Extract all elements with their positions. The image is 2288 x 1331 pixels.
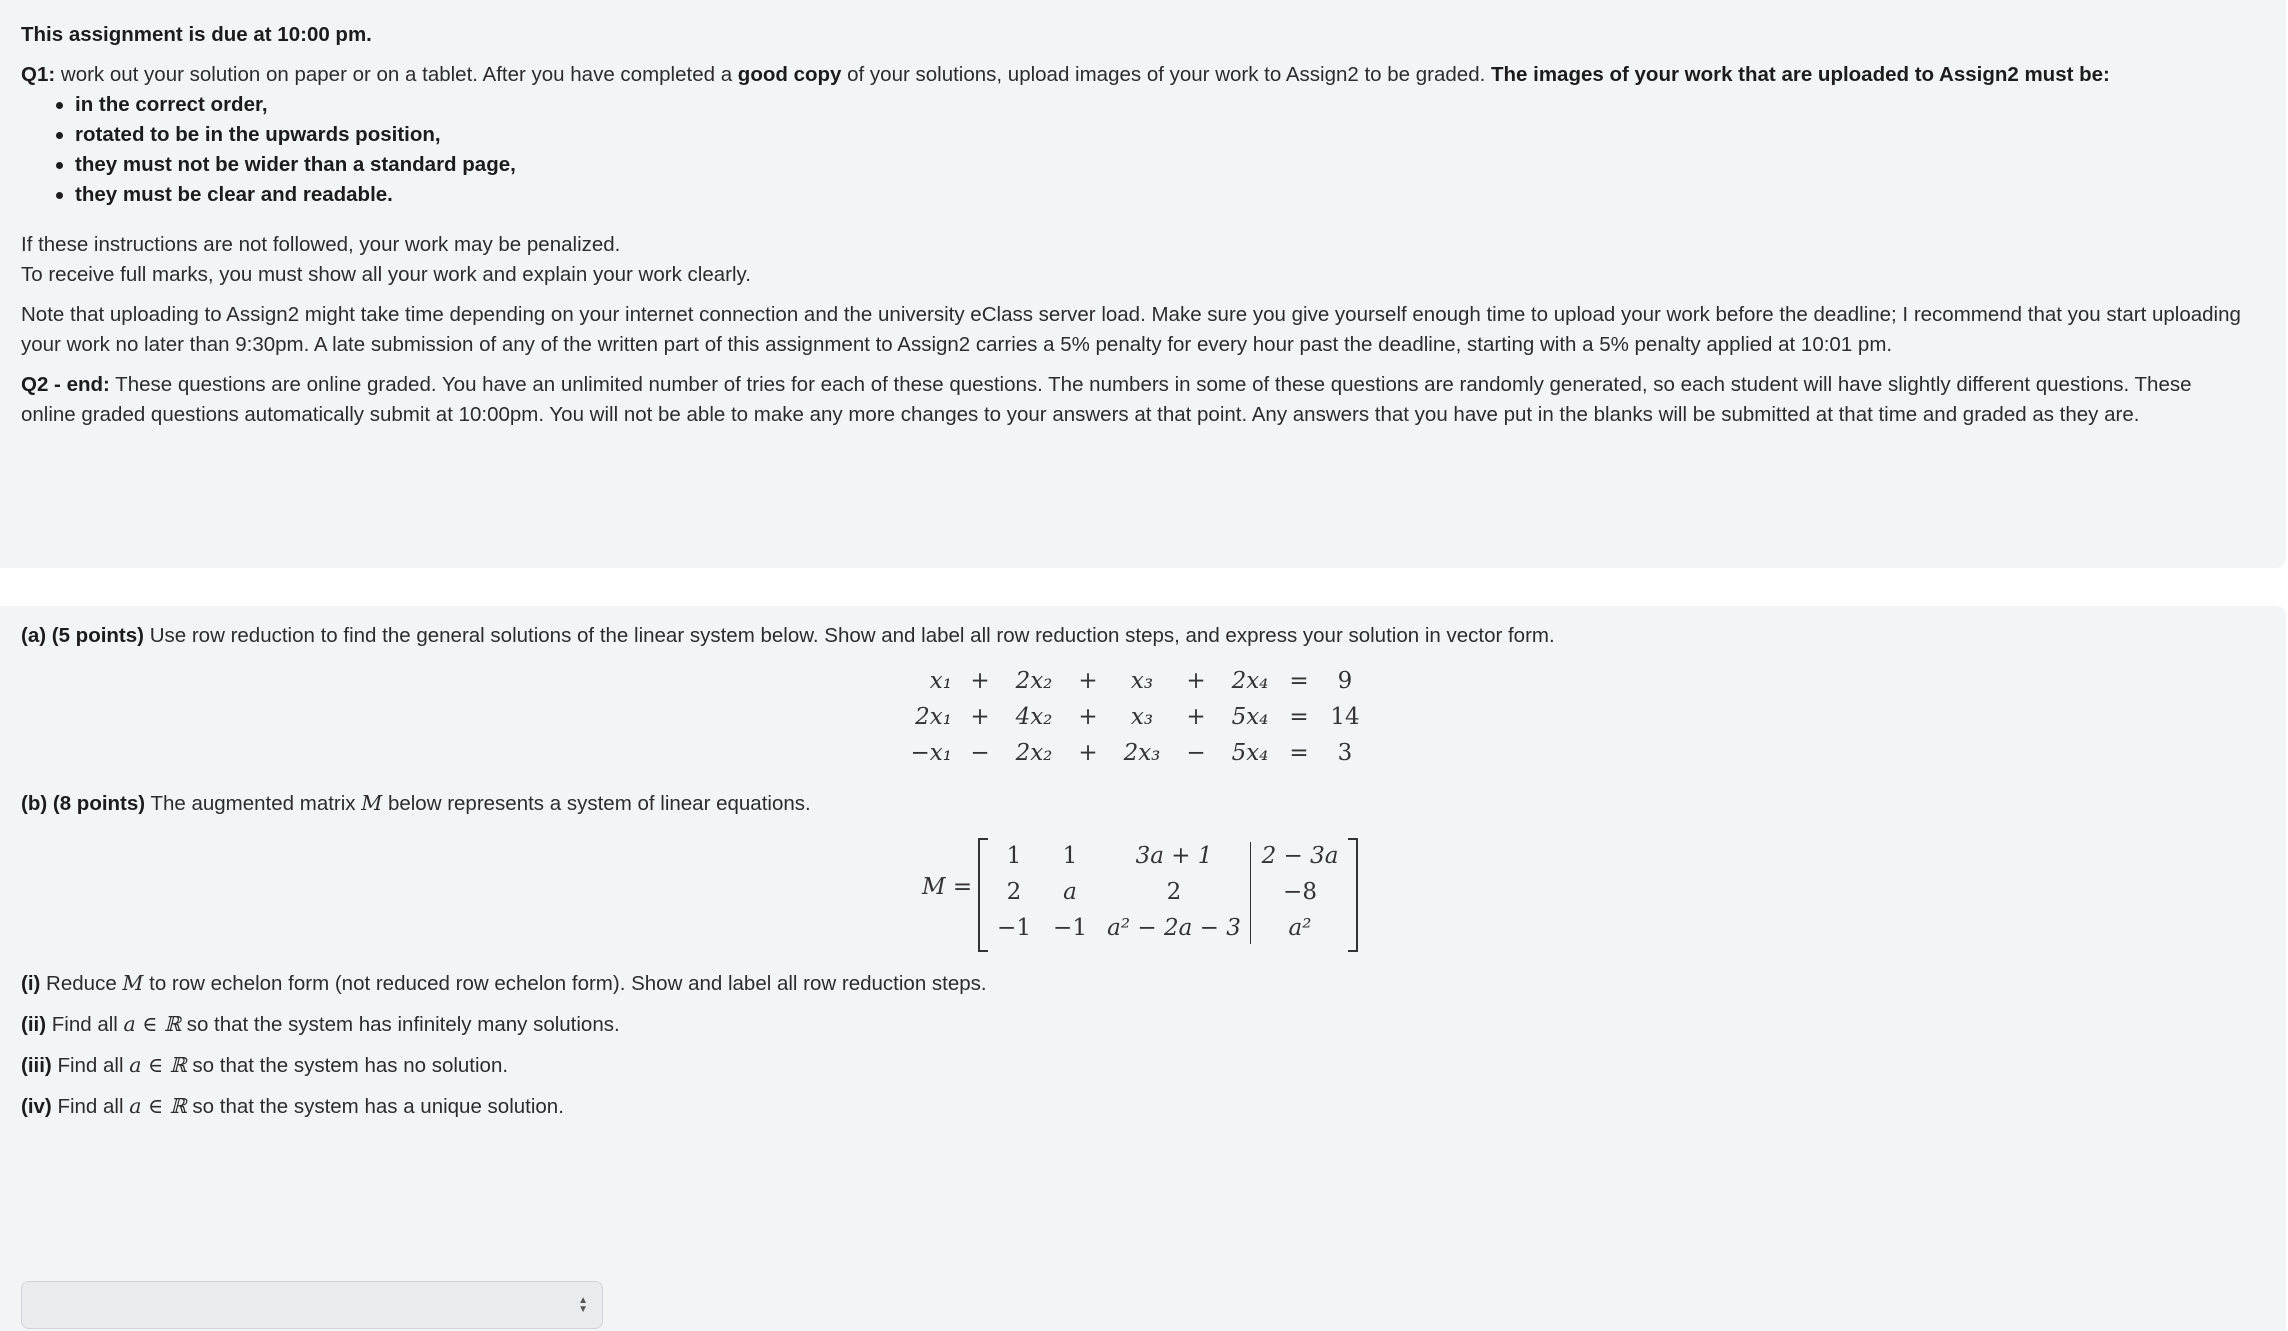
left-bracket	[978, 838, 988, 952]
matrix-cell: −8	[1283, 879, 1317, 905]
part-a-prompt: (a) (5 points) Use row reduction to find the general solutions of the linear system below. Show and label all row reduction steps, and express your solution in vector form.	[21, 624, 1555, 647]
equation-row	[900, 663, 1368, 699]
equation-row	[900, 699, 1368, 735]
rhs-value: 3	[1337, 740, 1353, 766]
matrix-cell: 2	[1166, 879, 1182, 905]
subquestion-ii: (ii) Find all a ∈ ℝ so that the system has infinitely many solutions.	[21, 1012, 620, 1036]
term: x₁	[929, 668, 952, 694]
upload-criteria-list	[21, 90, 2246, 210]
equals: =	[1289, 704, 1309, 730]
criteria-item: they must not be wider than a standard page,	[75, 150, 2246, 180]
term: 2x₂	[1015, 740, 1053, 766]
term: 2x₁	[915, 704, 952, 730]
full-marks-note: To receive full marks, you must show all your work and explain your work clearly.	[21, 263, 751, 286]
rhs-value: 9	[1337, 668, 1353, 694]
term: −x₁	[910, 740, 952, 766]
matrix-cell: a² − 2a − 3	[1107, 915, 1241, 941]
matrix-cell: 2 − 3a	[1261, 843, 1339, 869]
rhs-value: 14	[1330, 704, 1360, 730]
operator: −	[970, 740, 990, 766]
operator: +	[1186, 704, 1206, 730]
equals: =	[1289, 668, 1309, 694]
matrix-cell: 1	[1062, 843, 1078, 869]
answer-select[interactable]	[21, 1281, 603, 1329]
upload-note: Note that uploading to Assign2 might take time depending on your internet connection and the university eClass server load. Make sure you give yourself enough time to upload your work before the deadline; I recommend that you start uploading your work no later than 9:30pm. A late submission of any of the written part of this assignment to Assign2 carries a 5% penalty for every hour past the deadline, starting with a 5% penalty applied at 10:01 pm.	[21, 303, 2241, 356]
part-b-subquestions	[21, 968, 2246, 1122]
operator: +	[1078, 704, 1098, 730]
equals: =	[1289, 740, 1309, 766]
operator: −	[1186, 740, 1206, 766]
criteria-item: they must be clear and readable.	[75, 180, 2246, 210]
right-bracket	[1348, 838, 1358, 952]
term: 4x₂	[1015, 704, 1053, 730]
subquestion-i: (i) Reduce M to row echelon form (not reduced row echelon form). Show and label all row reduction steps.	[21, 971, 987, 995]
q2-instructions: Q2 - end: These questions are online graded. You have an unlimited number of tries for each of these questions. The numbers in some of these questions are randomly generated, so each student will have slightly different questions. These online graded questions automatically submit at 10:00pm. You will not be able to make any more changes to your answers at that point. Any answers that you have put in the blanks will be submitted at that time and graded as they are.	[21, 373, 2192, 426]
term: 5x₄	[1231, 704, 1269, 730]
criteria-item: rotated to be in the upwards position,	[75, 120, 2246, 150]
operator: +	[970, 704, 990, 730]
matrix-cell: 2	[1006, 879, 1022, 905]
matrix-label: M =	[922, 874, 973, 900]
q1-instructions: Q1: work out your solution on paper or on a tablet. After you have completed a good copy of your solutions, upload images of your work to Assign2 to be graded. The images of your work that are uploaded to Assign2 must be:	[21, 63, 2110, 86]
term: 5x₄	[1231, 740, 1269, 766]
part-b-prompt: (b) (8 points) The augmented matrix M below represents a system of linear equations.	[21, 791, 811, 815]
matrix-cell: −1	[997, 915, 1031, 941]
term: 2x₂	[1015, 668, 1053, 694]
matrix-cell: −1	[1053, 915, 1087, 941]
operator: +	[970, 668, 990, 694]
matrix-cell: a	[1063, 879, 1077, 905]
equation-row	[900, 735, 1368, 771]
operator: +	[1078, 740, 1098, 766]
matrix-cell: 1	[1006, 843, 1022, 869]
term: 2x₃	[1123, 740, 1161, 766]
augment-divider	[1250, 842, 1251, 944]
term: 2x₄	[1231, 668, 1269, 694]
term: x₃	[1130, 668, 1154, 694]
subquestion-iv: (iv) Find all a ∈ ℝ so that the system has a unique solution.	[21, 1094, 564, 1118]
instructions-panel	[0, 0, 2286, 568]
select-arrows-icon: ▲ ▼	[578, 1295, 588, 1315]
matrix-cell: a²	[1288, 915, 1312, 941]
linear-system	[900, 663, 1368, 771]
operator: +	[1078, 668, 1098, 694]
subquestion-iii: (iii) Find all a ∈ ℝ so that the system has no solution.	[21, 1053, 509, 1077]
matrix-cell: 3a + 1	[1135, 843, 1213, 869]
penalty-warning: If these instructions are not followed, your work may be penalized.	[21, 233, 621, 256]
operator: +	[1186, 668, 1206, 694]
due-notice: This assignment is due at 10:00 pm.	[21, 23, 372, 46]
term: x₃	[1130, 704, 1154, 730]
criteria-item: in the correct order,	[75, 90, 2246, 120]
